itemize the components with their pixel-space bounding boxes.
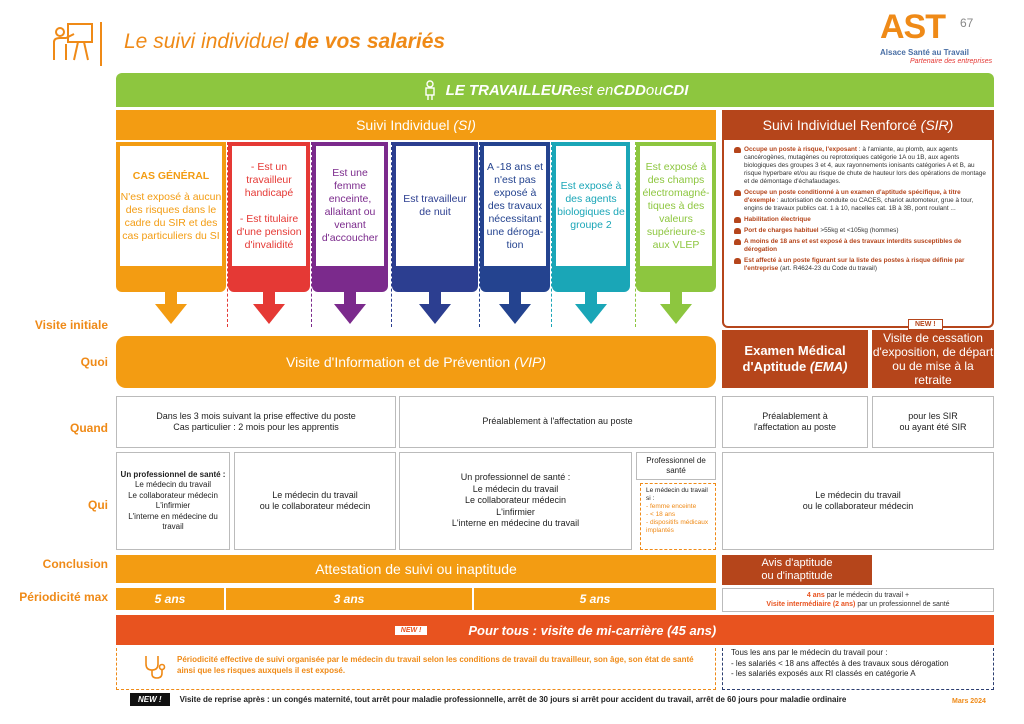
si-column-4	[392, 142, 478, 292]
date-label: Mars 2024	[952, 698, 986, 705]
periodicite-b: 3 ans	[226, 588, 472, 610]
new-badge: NEW !	[908, 319, 943, 330]
qui-box-specific: Le médecin du travail ou le collaborateur médecin	[234, 452, 396, 550]
si-column-content	[396, 146, 474, 266]
people-icon	[734, 147, 741, 153]
row-label-visite: Visite initiale	[34, 318, 108, 332]
si-column-content	[120, 146, 222, 266]
column-text: Est exposé à des champs électromagné-tiques à des valeurs supérieure-s aux VLEP	[642, 160, 710, 251]
people-icon	[734, 190, 741, 196]
vip-box: Visite d'Information et de Prévention (VIP)	[116, 336, 716, 388]
si-column-content	[316, 146, 384, 266]
worker-banner: LE TRAVAILLEUR est en CDD ou CDI	[116, 73, 994, 107]
sir-criterion: Occupe un poste conditionné à un examen d'aptitude spécifique, à titre d'exemple : autorisation de conduite ou CACES, chariot automoteur, grue à tour, engins de travaux publics cat. 1 à 10, nacelles cat. 1B à 3B, pont roulant ...	[734, 189, 986, 213]
sir-header: Suivi Individuel Renforcé (SIR)	[722, 110, 994, 140]
people-icon	[734, 258, 741, 264]
new-badge-footer: NEW !	[130, 693, 170, 706]
si-column-content	[640, 146, 712, 266]
column-text: A -18 ans et n'est pas exposé à des travaux nécessitant une déroga-tion	[486, 160, 544, 251]
column-text: Est travailleur de nuit	[403, 193, 467, 218]
row-label-qui: Qui	[88, 498, 108, 512]
down-arrow-icon	[155, 304, 187, 324]
mi-carriere-banner: NEW ! Pour tous : visite de mi-carrière (45 ans)	[116, 615, 994, 645]
people-icon	[734, 217, 741, 223]
sir-criterion: Habilitation électrique	[734, 216, 986, 224]
down-arrow-icon	[253, 304, 285, 324]
down-arrow-icon	[334, 304, 366, 324]
column-text: Est une femme enceinte, allaitant ou venant d'accoucher	[321, 167, 379, 244]
si-column-content	[232, 146, 306, 266]
quand-si-right: Préalablement à l'affectation au poste	[399, 396, 716, 448]
si-column-content	[484, 146, 546, 266]
arrow-stem	[509, 292, 521, 304]
arrow-stem	[429, 292, 441, 304]
quand-sir-right: pour les SIR ou ayant été SIR	[872, 396, 994, 448]
si-column-1	[116, 142, 226, 292]
sir-criterion: Port de charges habituel >55kg et <105kg (hommes)	[734, 227, 986, 235]
si-column-5	[480, 142, 550, 292]
arrow-stem	[165, 292, 177, 304]
worker-icon	[422, 80, 438, 100]
arrow-stem	[670, 292, 682, 304]
si-header: Suivi Individuel (SI)	[116, 110, 716, 140]
down-arrow-icon	[419, 304, 451, 324]
page-title: Le suivi individuel de vos salariés	[124, 30, 446, 53]
people-icon	[734, 239, 741, 245]
cessation-box: Visite de cessation d'exposition, de départ ou de mise à la retraite	[872, 331, 994, 387]
quand-sir-left: Préalablement à l'affectation au poste	[722, 396, 868, 448]
header-separator	[100, 22, 102, 66]
presentation-icon	[52, 22, 94, 62]
qui-box-sir: Le médecin du travail ou le collaborateur médecin	[722, 452, 994, 550]
ema-box: Examen Médical d'Aptitude (EMA)	[722, 330, 868, 388]
conclusion-sir: Avis d'aptitude ou d'inaptitude	[722, 555, 872, 585]
periodicite-c: 5 ans	[474, 588, 716, 610]
ast-logo: AST 67 Alsace Santé au Travail Partenaire des entreprises	[880, 8, 993, 65]
column-text: Est exposé à des agents biologiques de groupe 2	[557, 180, 625, 231]
column-text: N'est exposé à aucun des risques dans le cadre du SIR et des cas particuliers du SI	[120, 190, 222, 242]
periodicite-note: Périodicité effective de suivi organisée par le médecin du travail selon les conditions de travail du travailleur, son âge, son état de santé ainsi que les risques auxquels il est exposé.	[116, 648, 716, 690]
row-label-periodicite: Périodicité max	[19, 590, 108, 604]
periodicite-sir: 4 ans par le médecin du travail + Visite intermédiaire (2 ans) par un professionnel de santé	[722, 588, 994, 612]
arrow-stem	[585, 292, 597, 304]
sir-criteria-list	[734, 146, 986, 273]
down-arrow-icon	[660, 304, 692, 324]
si-column-7	[636, 142, 716, 292]
annual-note: Tous les ans par le médecin du travail pour : - les salariés < 18 ans affectés à des travaux sous dérogation - les salariés exposés aux RI classés en catégorie A	[722, 648, 994, 690]
conclusion-si: Attestation de suivi ou inaptitude	[116, 555, 716, 583]
row-label-quoi: Quoi	[80, 355, 108, 369]
arrow-stem	[263, 292, 275, 304]
qui-box-conditions: Le médecin du travail si : - femme enceinte - < 18 ans - dispositifs médicaux implantés	[640, 483, 716, 550]
arrow-stem	[344, 292, 356, 304]
column-title: CAS GÉNÉRAL	[132, 169, 210, 182]
people-icon	[734, 228, 741, 234]
qui-box-general: Un professionnel de santé : Le médecin du travail Le collaborateur médecin L'infirmier L'interne en médecine du travail	[116, 452, 230, 550]
si-column-6	[552, 142, 630, 292]
si-column-content	[556, 146, 626, 266]
si-column-3	[312, 142, 388, 292]
sir-criteria-box	[722, 140, 994, 328]
footer-note: NEW ! Visite de reprise après : un congés maternité, tout arrêt pour maladie professionnelle, arrêt de 30 jours si arrêt pour accident du travail, arrêt de 60 jours pour maladie ordinaire	[130, 695, 846, 704]
periodicite-a: 5 ans	[116, 588, 224, 610]
quand-si-left: Dans les 3 mois suivant la prise effective du poste Cas particulier : 2 mois pour les apprentis	[116, 396, 396, 448]
sir-criterion: Occupe un poste à risque, l'exposant : à l'amiante, au plomb, aux agents cancérogènes, mutagènes ou reprotoxiques catégorie 1A ou 1B, aux agents biologiques des groupes 3 et 4, aux rayonnements ionisants catégories A et B, au risque hyperbare et/ou au risque de chute de hauteur lors des opérations de montage et de démontage d'échafaudages.	[734, 146, 986, 186]
si-column-2	[228, 142, 310, 292]
down-arrow-icon	[499, 304, 531, 324]
column-text: - Est un travailleur handicapé - Est titulaire d'une pension d'invalidité	[236, 160, 302, 251]
sir-criterion: A moins de 18 ans et est exposé à des travaux interdits susceptibles de dérogation	[734, 238, 986, 254]
row-label-quand: Quand	[70, 421, 108, 435]
qui-box-night: Un professionnel de santé : Le médecin du travail Le collaborateur médecin L'infirmier L'interne en médecine du travail	[399, 452, 632, 550]
new-badge-mid: NEW !	[394, 625, 429, 636]
row-label-conclusion: Conclusion	[42, 557, 108, 571]
sir-criterion: Est affecté à un poste figurant sur la liste des postes à risque définie par l'entreprise (art. R4624-23 du Code du travail)	[734, 257, 986, 273]
qui-box-pro: Professionnel de santé	[636, 452, 716, 480]
down-arrow-icon	[575, 304, 607, 324]
stethoscope-icon	[141, 654, 167, 680]
